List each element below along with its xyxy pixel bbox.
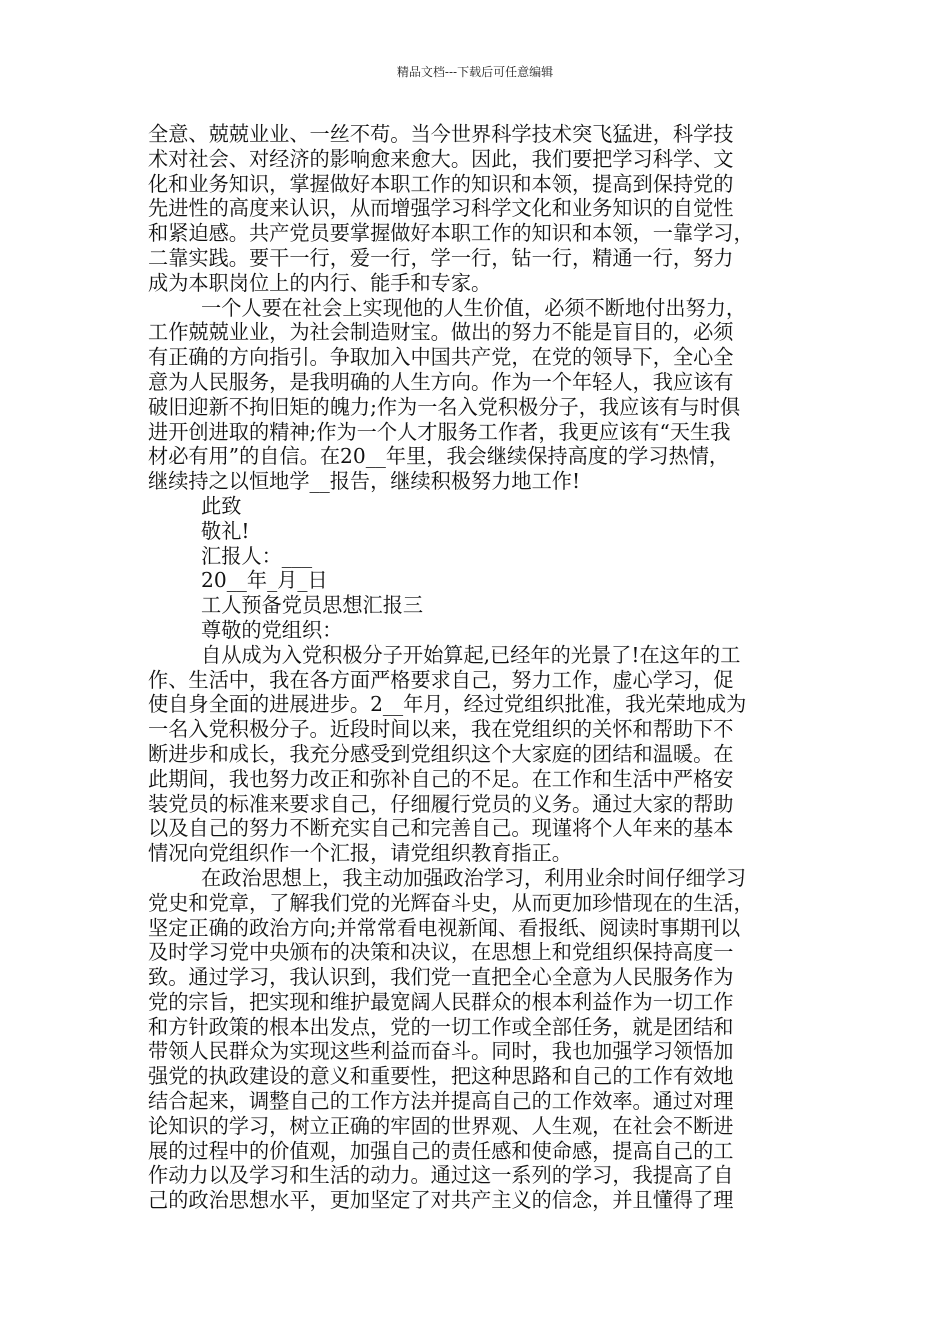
text-line: 术对社会、对经济的影响愈来愈大。因此，我们要把学习科学、文	[148, 146, 734, 171]
text-line: 20__年_月_日	[201, 568, 328, 593]
text-line: 自从成为入党积极分子开始算起,已经年的光景了!在这年的工	[201, 642, 741, 667]
text-line: 此致	[201, 493, 242, 518]
text-line: 一个人要在社会上实现他的人生价值，必须不断地付出努力，	[201, 295, 747, 320]
text-line: 使自身全面的进展进步。2__年月，经过党组织批准，我光荣地成为	[148, 692, 747, 717]
text-line: 一名入党积极分子。近段时间以来，我在党组织的关怀和帮助下不	[148, 717, 734, 742]
document-body	[148, 122, 824, 1213]
text-line: 和方针政策的根本出发点，党的一切工作或全部任务，就是团结和	[148, 1014, 734, 1039]
text-line: 有正确的方向指引。争取加入中国共产党，在党的领导下，全心全	[148, 345, 734, 370]
text-line: 党史和党章，了解我们党的光辉奋斗史，从而更加珍惜现在的生活，	[148, 890, 754, 915]
text-line: 化和业务知识，掌握做好本职工作的知识和本领，提高到保持党的	[148, 171, 734, 196]
page-header: 精品文档---下载后可任意编辑	[396, 65, 554, 79]
text-line: 意为人民服务，是我明确的人生方向。作为一个年轻人，我应该有	[148, 369, 734, 394]
text-line: 党的宗旨，把实现和维护最宽阔人民群众的根本利益作为一切工作	[148, 989, 734, 1014]
text-line: 尊敬的党组织：	[201, 617, 343, 642]
text-line: 工作兢兢业业，为社会制造财宝。做出的努力不能是盲目的，必须	[148, 320, 734, 345]
text-line: 强党的执政建设的意义和重要性，把这种思路和自己的工作有效地	[148, 1064, 734, 1089]
text-line: 成为本职岗位上的内行、能手和专家。	[148, 270, 492, 295]
text-line: 展的过程中的价值观，加强自己的责任感和使命感，提高自己的工	[148, 1138, 734, 1163]
text-line: 己的政治思想水平，更加坚定了对共产主义的信念，并且懂得了理	[148, 1188, 734, 1213]
text-line: 和紧迫感。共产党员要掌握做好本职工作的知识和本领，一靠学习，	[148, 221, 754, 246]
text-line: 带领人民群众为实现这些利益而奋斗。同时，我也加强学习领悟加	[148, 1039, 734, 1064]
text-line: 全意、兢兢业业、一丝不苟。当今世界科学技术突飞猛进，科学技	[148, 122, 734, 146]
text-line: 以及自己的努力不断充实自己和完善自己。现谨将个人年来的基本	[148, 816, 734, 841]
text-line: 作动力以及学习和生活的动力。通过这一系列的学习，我提高了自	[148, 1163, 734, 1188]
text-line: 敬礼!	[201, 518, 250, 543]
text-line: 作、生活中，我在各方面严格要求自己，努力工作，虚心学习，促	[148, 667, 734, 692]
text-line: 破旧迎新不拘旧矩的魄力;作为一名入党积极分子，我应该有与时俱	[148, 394, 741, 419]
text-line: 先进性的高度来认识，从而增强学习科学文化和业务知识的自觉性	[148, 196, 734, 221]
text-line: 继续持之以恒地学__报告，继续积极努力地工作!	[148, 469, 581, 494]
text-line: 致。通过学习，我认识到，我们党一直把全心全意为人民服务作为	[148, 965, 734, 990]
text-line: 进开创进取的精神;作为一个人才服务工作者，我更应该有“天生我	[148, 419, 731, 444]
text-line: 此期间，我也努力改正和弥补自己的不足。在工作和生活中严格安	[148, 766, 734, 791]
text-line: 在政治思想上，我主动加强政治学习，利用业余时间仔细学习	[201, 865, 747, 890]
text-line: 及时学习党中央颁布的决策和决议，在思想上和党组织保持高度一	[148, 940, 734, 965]
text-line: 材必有用”的自信。在20__年里，我会继续保持高度的学习热情，	[148, 444, 730, 469]
text-line: 装党员的标准来要求自己，仔细履行党员的义务。通过大家的帮助	[148, 791, 734, 816]
text-line: 断进步和成长，我充分感受到党组织这个大家庭的团结和温暖。在	[148, 741, 734, 766]
text-line: 情况向党组织作一个汇报，请党组织教育指正。	[148, 841, 572, 866]
text-line: 结合起来，调整自己的工作方法并提高自己的工作效率。通过对理	[148, 1089, 734, 1114]
text-line: 坚定正确的政治方向;并常常看电视新闻、看报纸、阅读时事期刊以	[148, 915, 741, 940]
text-line: 工人预备党员思想汇报三	[201, 593, 424, 618]
text-line: 二靠实践。要干一行，爱一行，学一行，钻一行，精通一行，努力	[148, 245, 734, 270]
text-line: 汇报人：___	[201, 543, 313, 568]
text-line: 论知识的学习，树立正确的牢固的世界观、人生观，在社会不断进	[148, 1113, 734, 1138]
